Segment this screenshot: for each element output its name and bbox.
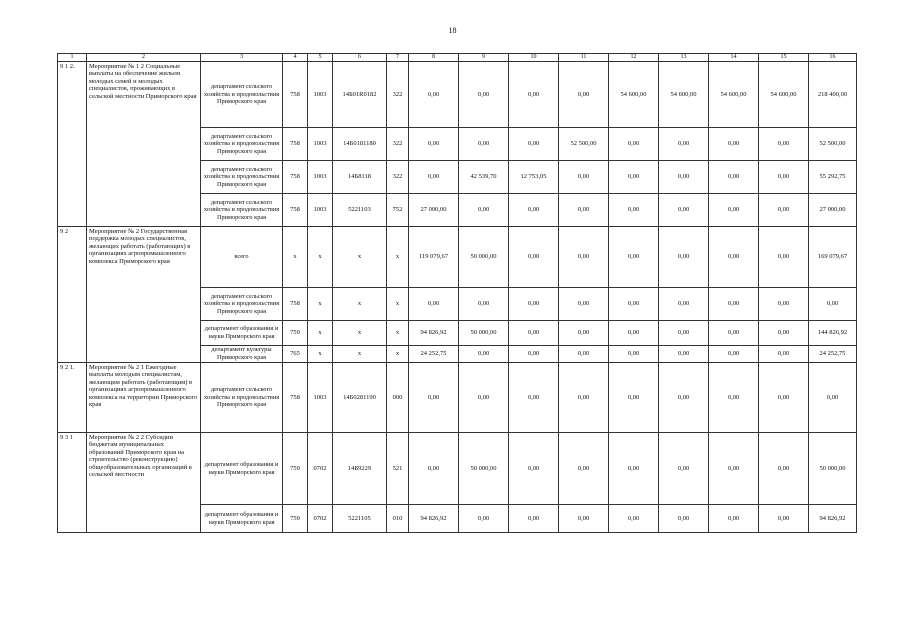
value-cell: 0,00 xyxy=(559,433,609,505)
header-cell: 5 xyxy=(308,54,333,62)
value-cell: 0,00 xyxy=(809,288,857,321)
table-row xyxy=(58,363,857,433)
target-article-cell: 14Б8118 xyxy=(333,161,387,194)
value-cell: 94 826,92 xyxy=(809,505,857,533)
executor-cell: департамент сельского хозяйства и продовольствия Приморского края xyxy=(201,288,283,321)
value-cell: 42 539,70 xyxy=(459,161,509,194)
value-cell: 0,00 xyxy=(809,363,857,433)
header-cell: 3 xyxy=(201,54,283,62)
value-cell: 0,00 xyxy=(709,161,759,194)
header-cell: 6 xyxy=(333,54,387,62)
row-code: 9 2 xyxy=(58,227,87,363)
value-cell: 54 600,00 xyxy=(709,62,759,128)
section-cell: 1003 xyxy=(308,128,333,161)
value-cell: 94 826,92 xyxy=(409,321,459,346)
value-cell: 0,00 xyxy=(759,346,809,363)
header-cell: 12 xyxy=(609,54,659,62)
value-cell: 0,00 xyxy=(459,346,509,363)
expense-type-cell: 322 xyxy=(387,161,409,194)
section-cell: x xyxy=(308,288,333,321)
value-cell: 0,00 xyxy=(559,194,609,227)
section-cell: 1003 xyxy=(308,363,333,433)
target-article-cell: 14Б0181180 xyxy=(333,128,387,161)
value-cell: 24 252,75 xyxy=(409,346,459,363)
expense-type-cell: 521 xyxy=(387,433,409,505)
value-cell: 0,00 xyxy=(709,433,759,505)
row-name: Мероприятие № 2 1 Ежегодные выплаты молодым специалистам, желающим работать (работающим) в организациях агропромышленного комплекса на территории Приморского края xyxy=(87,363,201,433)
value-cell: 0,00 xyxy=(509,128,559,161)
value-cell: 0,00 xyxy=(459,505,509,533)
value-cell: 0,00 xyxy=(659,363,709,433)
page-number: 18 xyxy=(448,26,457,35)
target-article-cell: 5221103 xyxy=(333,194,387,227)
value-cell: 0,00 xyxy=(509,505,559,533)
value-cell: 0,00 xyxy=(509,433,559,505)
value-cell: 0,00 xyxy=(559,505,609,533)
value-cell: 0,00 xyxy=(409,62,459,128)
grbs-cell: 759 xyxy=(283,321,308,346)
grbs-cell: 758 xyxy=(283,194,308,227)
target-article-cell: x xyxy=(333,227,387,288)
value-cell: 0,00 xyxy=(509,194,559,227)
value-cell: 0,00 xyxy=(609,161,659,194)
row-code: 9 1 2. xyxy=(58,62,87,227)
row-name: Мероприятие № 1 2 Социальные выплаты на обеспечение жильем молодых семей и молодых специалистов, проживающих в сельской местности Приморского края xyxy=(87,62,201,227)
executor-cell: департамент сельского хозяйства и продовольствия Приморского края xyxy=(201,161,283,194)
expense-type-cell: 000 xyxy=(387,363,409,433)
value-cell: 54 600,00 xyxy=(609,62,659,128)
value-cell: 24 252,75 xyxy=(809,346,857,363)
target-article-cell: x xyxy=(333,288,387,321)
value-cell: 54 600,00 xyxy=(759,62,809,128)
value-cell: 0,00 xyxy=(609,433,659,505)
header-cell: 10 xyxy=(509,54,559,62)
executor-cell: департамент образования и науки Приморского края xyxy=(201,505,283,533)
executor-cell: департамент сельского хозяйства и продовольствия Приморского края xyxy=(201,62,283,128)
executor-cell: департамент образования и науки Приморского края xyxy=(201,321,283,346)
value-cell: 94 826,92 xyxy=(409,505,459,533)
value-cell: 0,00 xyxy=(609,346,659,363)
section-cell: x xyxy=(308,321,333,346)
section-cell: 0702 xyxy=(308,505,333,533)
value-cell: 0,00 xyxy=(459,288,509,321)
value-cell: 0,00 xyxy=(409,288,459,321)
grbs-cell: 758 xyxy=(283,363,308,433)
value-cell: 0,00 xyxy=(759,288,809,321)
expense-type-cell: 322 xyxy=(387,62,409,128)
grbs-cell: 765 xyxy=(283,346,308,363)
value-cell: 0,00 xyxy=(659,288,709,321)
value-cell: 0,00 xyxy=(509,62,559,128)
table-row xyxy=(58,227,857,288)
value-cell: 0,00 xyxy=(409,363,459,433)
executor-cell: департамент культуры Приморского края xyxy=(201,346,283,363)
grbs-cell: 759 xyxy=(283,505,308,533)
header-cell: 7 xyxy=(387,54,409,62)
header-row xyxy=(58,54,857,62)
value-cell: 0,00 xyxy=(459,62,509,128)
value-cell: 0,00 xyxy=(709,363,759,433)
section-cell: 0702 xyxy=(308,433,333,505)
row-code: 9 2 1. xyxy=(58,363,87,433)
value-cell: 0,00 xyxy=(509,288,559,321)
row-code: 9 3 1 xyxy=(58,433,87,533)
value-cell: 0,00 xyxy=(659,321,709,346)
value-cell: 50 000,00 xyxy=(459,321,509,346)
budget-table xyxy=(57,53,857,533)
value-cell: 0,00 xyxy=(759,363,809,433)
section-cell: x xyxy=(308,346,333,363)
grbs-cell: 758 xyxy=(283,288,308,321)
value-cell: 0,00 xyxy=(559,62,609,128)
value-cell: 0,00 xyxy=(609,321,659,346)
value-cell: 0,00 xyxy=(709,288,759,321)
value-cell: 0,00 xyxy=(409,128,459,161)
value-cell: 0,00 xyxy=(609,363,659,433)
section-cell: 1003 xyxy=(308,194,333,227)
value-cell: 0,00 xyxy=(559,346,609,363)
target-article-cell: x xyxy=(333,346,387,363)
grbs-cell: 758 xyxy=(283,161,308,194)
header-cell: 9 xyxy=(459,54,509,62)
section-cell: 1003 xyxy=(308,161,333,194)
executor-cell: департамент образования и науки Приморского края xyxy=(201,433,283,505)
value-cell: 0,00 xyxy=(759,161,809,194)
header-cell: 8 xyxy=(409,54,459,62)
value-cell: 0,00 xyxy=(409,433,459,505)
value-cell: 0,00 xyxy=(759,505,809,533)
value-cell: 0,00 xyxy=(509,321,559,346)
value-cell: 119 079,67 xyxy=(409,227,459,288)
header-cell: 4 xyxy=(283,54,308,62)
value-cell: 0,00 xyxy=(759,227,809,288)
value-cell: 169 079,67 xyxy=(809,227,857,288)
value-cell: 0,00 xyxy=(709,128,759,161)
value-cell: 0,00 xyxy=(559,363,609,433)
value-cell: 12 753,05 xyxy=(509,161,559,194)
value-cell: 0,00 xyxy=(509,346,559,363)
header-cell: 1 xyxy=(58,54,87,62)
row-name: Мероприятие № 2 2 Субсидии бюджетам муниципальных образований Приморского края на строительство (реконструкцию) общеобразовательных организаций в сельской местности xyxy=(87,433,201,533)
value-cell: 0,00 xyxy=(509,227,559,288)
value-cell: 0,00 xyxy=(609,505,659,533)
value-cell: 27 000,00 xyxy=(409,194,459,227)
value-cell: 0,00 xyxy=(609,227,659,288)
executor-cell: департамент сельского хозяйства и продовольствия Приморского края xyxy=(201,363,283,433)
value-cell: 55 292,75 xyxy=(809,161,857,194)
executor-cell: департамент сельского хозяйства и продовольствия Приморского края xyxy=(201,128,283,161)
value-cell: 0,00 xyxy=(709,505,759,533)
value-cell: 0,00 xyxy=(459,194,509,227)
value-cell: 0,00 xyxy=(659,505,709,533)
value-cell: 0,00 xyxy=(659,128,709,161)
expense-type-cell: x xyxy=(387,288,409,321)
value-cell: 0,00 xyxy=(659,194,709,227)
value-cell: 0,00 xyxy=(709,194,759,227)
value-cell: 0,00 xyxy=(659,433,709,505)
value-cell: 0,00 xyxy=(659,161,709,194)
executor-cell: всего xyxy=(201,227,283,288)
value-cell: 50 000,00 xyxy=(459,227,509,288)
value-cell: 0,00 xyxy=(659,346,709,363)
value-cell: 0,00 xyxy=(709,346,759,363)
value-cell: 0,00 xyxy=(409,161,459,194)
header-cell: 14 xyxy=(709,54,759,62)
value-cell: 0,00 xyxy=(759,194,809,227)
expense-type-cell: 010 xyxy=(387,505,409,533)
value-cell: 0,00 xyxy=(709,227,759,288)
section-cell: 1003 xyxy=(308,62,333,128)
header-cell: 16 xyxy=(809,54,857,62)
value-cell: 50 000,00 xyxy=(459,433,509,505)
value-cell: 0,00 xyxy=(759,433,809,505)
header-cell: 11 xyxy=(559,54,609,62)
value-cell: 27 000,00 xyxy=(809,194,857,227)
expense-type-cell: x xyxy=(387,321,409,346)
value-cell: 0,00 xyxy=(609,194,659,227)
value-cell: 144 826,92 xyxy=(809,321,857,346)
value-cell: 0,00 xyxy=(459,363,509,433)
expense-type-cell: 752 xyxy=(387,194,409,227)
value-cell: 0,00 xyxy=(709,321,759,346)
value-cell: 0,00 xyxy=(759,321,809,346)
table-row xyxy=(58,62,857,128)
target-article-cell: 14Б9229 xyxy=(333,433,387,505)
value-cell: 0,00 xyxy=(559,321,609,346)
row-name: Мероприятие № 2 Государственная поддержка молодых специалистов, желающих работать (работающих) в организациях агропромышленного комплекса Приморского края xyxy=(87,227,201,363)
value-cell: 52 500,00 xyxy=(809,128,857,161)
target-article-cell: x xyxy=(333,321,387,346)
header-cell: 2 xyxy=(87,54,201,62)
value-cell: 52 500,00 xyxy=(559,128,609,161)
value-cell: 50 000,00 xyxy=(809,433,857,505)
grbs-cell: 759 xyxy=(283,433,308,505)
value-cell: 0,00 xyxy=(509,363,559,433)
value-cell: 0,00 xyxy=(559,288,609,321)
executor-cell: департамент сельского хозяйства и продовольствия Приморского края xyxy=(201,194,283,227)
value-cell: 0,00 xyxy=(609,288,659,321)
grbs-cell: x xyxy=(283,227,308,288)
value-cell: 0,00 xyxy=(459,128,509,161)
value-cell: 0,00 xyxy=(659,227,709,288)
value-cell: 54 600,00 xyxy=(659,62,709,128)
target-article-cell: 5221105 xyxy=(333,505,387,533)
target-article-cell: 14Б0281190 xyxy=(333,363,387,433)
header-cell: 13 xyxy=(659,54,709,62)
target-article-cell: 14Б01R0182 xyxy=(333,62,387,128)
table-row xyxy=(58,433,857,505)
value-cell: 0,00 xyxy=(559,161,609,194)
header-cell: 15 xyxy=(759,54,809,62)
value-cell: 0,00 xyxy=(609,128,659,161)
grbs-cell: 758 xyxy=(283,128,308,161)
expense-type-cell: 322 xyxy=(387,128,409,161)
expense-type-cell: x xyxy=(387,346,409,363)
expense-type-cell: x xyxy=(387,227,409,288)
value-cell: 0,00 xyxy=(559,227,609,288)
grbs-cell: 758 xyxy=(283,62,308,128)
section-cell: x xyxy=(308,227,333,288)
value-cell: 0,00 xyxy=(759,128,809,161)
value-cell: 218 400,00 xyxy=(809,62,857,128)
